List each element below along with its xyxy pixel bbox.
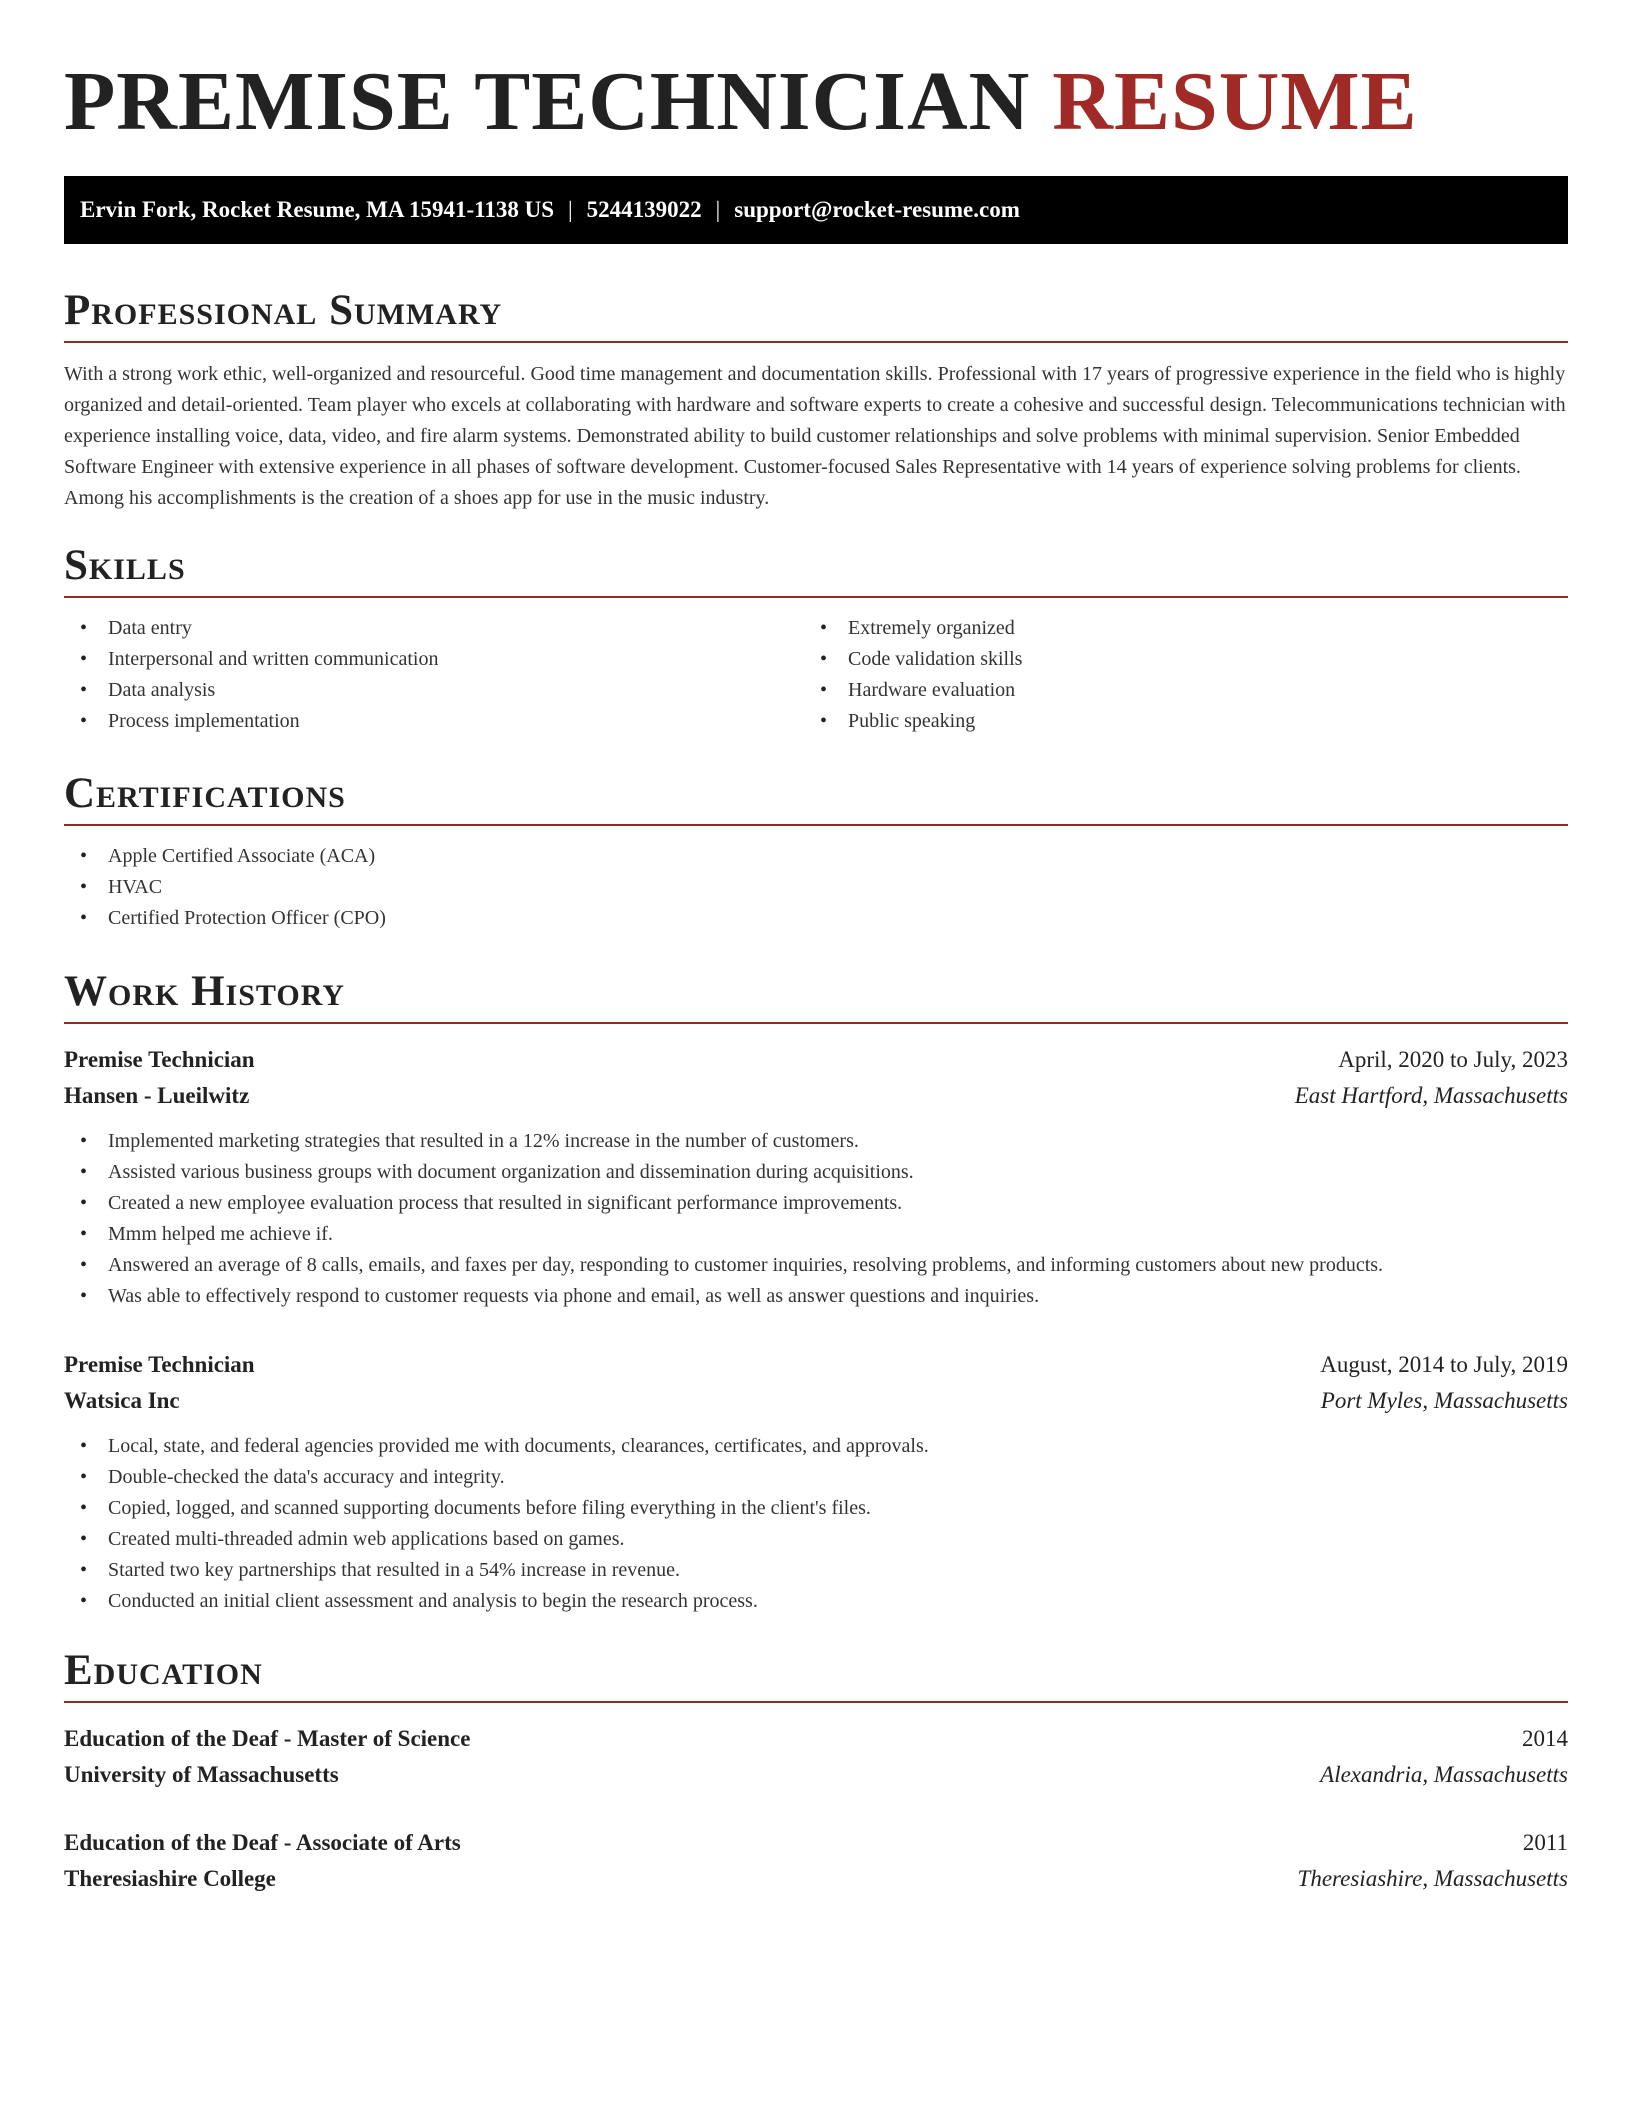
job-company-row: [64, 1078, 1568, 1114]
education-year: 2014: [1522, 1726, 1568, 1751]
job-entry: [64, 1042, 1568, 1312]
job-entry: [64, 1347, 1568, 1617]
summary-text: With a strong work ethic, well-organized and resourceful. Good time management and documentation skills. Professional with 17 years of progressive experience in the field who is highly organized and detail-oriented. Team player who excels at collaborating with hardware and software experts to create a cohesive and successful design. Telecommunications technician with experience installing voice, data, video, and fire alarm systems. Demonstrated ability to build customer relationships and solve problems with minimal supervision. Senior Embedded Software Engineer with extensive experience in all phases of software development. Customer-focused Sales Representative with 14 years of experience solving problems for clients. Among his accomplishments is the creation of a shoes app for use in the music industry.: [64, 363, 1566, 509]
contact-email: support@rocket-resume.com: [734, 197, 1020, 222]
job-bullet: • Started two key partnerships that resulted in a 54% increase in revenue.: [64, 1555, 1568, 1586]
certifications-list: [64, 841, 1568, 934]
section-divider: [64, 341, 1568, 343]
skills-heading: Skills: [64, 542, 186, 589]
job-dates: April, 2020 to July, 2023: [1338, 1047, 1568, 1072]
education-header-row: [64, 1721, 1568, 1757]
job-bullets: [64, 1431, 1568, 1617]
education-header-row: [64, 1825, 1568, 1861]
skill-item: • Hardware evaluation: [804, 675, 1544, 706]
education-year: 2011: [1522, 1830, 1568, 1855]
section-divider: [64, 596, 1568, 598]
job-bullet: • Mmm helped me achieve if.: [64, 1219, 1568, 1250]
contact-address: Ervin Fork, Rocket Resume, MA 15941-1138 US: [80, 197, 555, 222]
education-entry: [64, 1721, 1568, 1793]
job-bullet: • Local, state, and federal agencies provided me with documents, clearances, certificates, and approvals.: [64, 1431, 1568, 1462]
certifications-heading: Certifications: [64, 770, 346, 817]
contact-phone: 5244139022: [586, 197, 702, 222]
job-bullet: • Assisted various business groups with document organization and dissemination during acquisitions.: [64, 1157, 1568, 1188]
job-company-row: [64, 1383, 1568, 1419]
job-bullet: • Copied, logged, and scanned supporting documents before filing everything in the client's files.: [64, 1493, 1568, 1524]
education-school: Theresiashire College: [64, 1866, 276, 1891]
job-bullet: • Conducted an initial client assessment and analysis to begin the research process.: [64, 1586, 1568, 1617]
job-bullet: • Created multi-threaded admin web applications based on games.: [64, 1524, 1568, 1555]
skill-item: • Code validation skills: [804, 644, 1544, 675]
certification-item: • Certified Protection Officer (CPO): [64, 903, 1568, 934]
certification-item: • HVAC: [64, 872, 1568, 903]
job-location: East Hartford, Massachusetts: [1294, 1083, 1568, 1108]
contact-separator: |: [568, 197, 573, 222]
education-location: Theresiashire, Massachusetts: [1297, 1866, 1568, 1891]
contact-bar: [64, 176, 1568, 244]
job-company: Watsica Inc: [64, 1388, 180, 1413]
job-dates: August, 2014 to July, 2019: [1320, 1352, 1568, 1377]
job-location: Port Myles, Massachusetts: [1320, 1388, 1568, 1413]
education-degree: Education of the Deaf - Master of Science: [64, 1726, 471, 1751]
job-bullet: • Double-checked the data's accuracy and integrity.: [64, 1462, 1568, 1493]
job-header-row: [64, 1347, 1568, 1383]
job-bullet: • Implemented marketing strategies that resulted in a 12% increase in the number of customers.: [64, 1126, 1568, 1157]
job-bullets: [64, 1126, 1568, 1312]
summary-section: [64, 285, 1568, 514]
skill-item: • Process implementation: [64, 706, 804, 737]
education-school: University of Massachusetts: [64, 1762, 339, 1787]
skill-item: • Public speaking: [804, 706, 1544, 737]
resume-page: [64, 0, 1568, 1897]
contact-separator: |: [715, 197, 721, 222]
skill-item: • Data entry: [64, 613, 804, 644]
section-divider: [64, 1022, 1568, 1024]
skills-columns: [64, 613, 1568, 737]
job-bullet: • Was able to effectively respond to customer requests via phone and email, as well as answer questions and inquiries.: [64, 1281, 1568, 1312]
job-title: Premise Technician: [64, 1047, 255, 1072]
job-title: Premise Technician: [64, 1352, 255, 1377]
education-location: Alexandria, Massachusetts: [1320, 1762, 1568, 1787]
work-history-heading: Work History: [64, 968, 345, 1015]
skill-item: • Interpersonal and written communication: [64, 644, 804, 675]
certifications-section: [64, 768, 1568, 934]
resume-title: [64, 0, 1568, 152]
job-bullet: • Answered an average of 8 calls, emails, and faxes per day, responding to customer inquiries, resolving problems, and informing customers about new products.: [64, 1250, 1568, 1281]
title-accent: RESUME: [1052, 55, 1418, 148]
education-school-row: [64, 1757, 1568, 1793]
skill-item: • Data analysis: [64, 675, 804, 706]
education-degree: Education of the Deaf - Associate of Arts: [64, 1830, 461, 1855]
job-bullet: • Created a new employee evaluation process that resulted in significant performance improvements.: [64, 1188, 1568, 1219]
work-history-section: [64, 966, 1568, 1617]
education-entry: [64, 1825, 1568, 1897]
job-header-row: [64, 1042, 1568, 1078]
summary-heading: Professional Summary: [64, 287, 503, 334]
education-school-row: [64, 1861, 1568, 1897]
certification-item: • Apple Certified Associate (ACA): [64, 841, 1568, 872]
section-divider: [64, 1701, 1568, 1703]
skill-item: • Extremely organized: [804, 613, 1544, 644]
skills-list-left: [64, 613, 804, 737]
skills-list-right: [804, 613, 1544, 737]
title-main: PREMISE TECHNICIAN: [64, 55, 1031, 148]
education-section: [64, 1645, 1568, 1897]
job-company: Hansen - Lueilwitz: [64, 1083, 250, 1108]
education-heading: Education: [64, 1647, 263, 1694]
skills-section: [64, 540, 1568, 737]
section-divider: [64, 824, 1568, 826]
